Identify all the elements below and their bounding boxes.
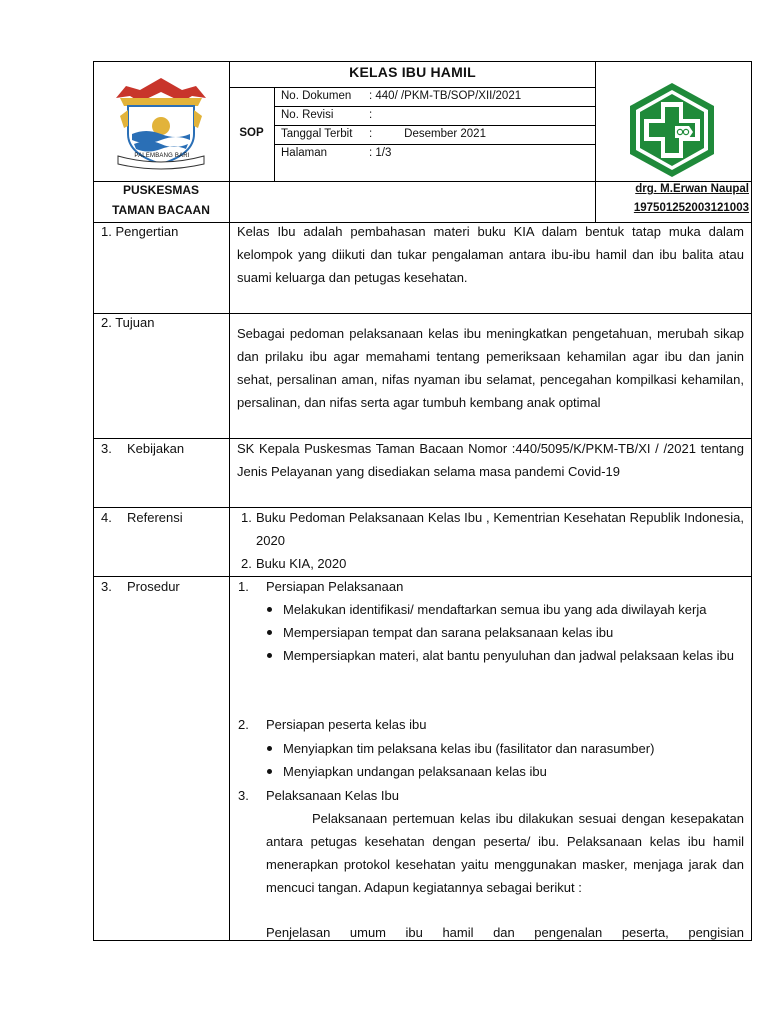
puskesmas-cross-icon: [625, 80, 719, 180]
prosedur-step-2-title: Persiapan peserta kelas ibu: [266, 717, 427, 732]
header-divider-logo: [229, 61, 230, 222]
field-rule-2: [274, 125, 596, 126]
section-text-pengertian: Kelas Ibu adalah pembahasan materi buku KIA dalam bentuk tatap muka dalam kelompok yang diikuti dan tukar pengalaman antara ibu-ibu hamil dan ibu balita atau suami keluarga dan petugas kesehatan.: [237, 224, 744, 285]
section-label-referensi: Referensi: [127, 510, 183, 525]
prosedur-step-2-list: [283, 737, 744, 783]
signatory-id: 197501252003121003: [633, 202, 749, 214]
section-num-prosedur: 3.: [101, 579, 112, 594]
list-item: Mempersiapkan materi, alat bantu penyuluhan dan jadwal pelaksaan kelas ibu: [283, 644, 744, 667]
prosedur-step-3-paragraph: Pelaksanaan pertemuan kelas ibu dilakukan sesuai dengan kesepakatan antara petugas kesehatan dengan peserta/ ibu. Pelaksanaan kelas ibu hamil menerapkan protokol kesehatan yaitu menggunakan masker, menjaga jarak dan mencuci tangan. Adapun kegiatannya sebagai berikut :: [266, 811, 744, 895]
list-item: Mempersiapan tempat dan sarana pelaksanaan kelas ibu: [283, 621, 744, 644]
bullet-icon: [267, 746, 272, 751]
org-name-line2: TAMAN BACAAN: [112, 203, 210, 217]
bullet-icon: [267, 607, 272, 612]
header-meta-rule: [93, 181, 752, 182]
field-label-halaman: Halaman: [281, 147, 328, 159]
header-divider-sop: [274, 87, 275, 181]
header-title-rule: [229, 87, 596, 88]
org-name-line1: PUSKESMAS: [122, 183, 199, 197]
field-value-tanggal-terbit: : Desember 2021: [369, 128, 486, 140]
prosedur-step-3-last-line: Penjelasan umum ibu hamil dan pengenalan peserta, pengisian: [266, 925, 744, 940]
prosedur-step-1-list: [283, 598, 744, 667]
prosedur-step-1-num: 1.: [238, 579, 249, 594]
list-item: Menyiapkan undangan pelaksanaan kelas ibu: [283, 760, 744, 783]
bullet-icon: [267, 653, 272, 658]
header-divider-right: [595, 61, 596, 222]
list-item: Melakukan identifikasi/ mendaftarkan semua ibu yang ada diwilayah kerja: [283, 598, 744, 621]
prosedur-step-3-title: Pelaksanaan Kelas Ibu: [266, 788, 399, 803]
section-num-kebijakan: 3.: [101, 441, 112, 456]
referensi-item-2: Buku KIA, 2020: [256, 556, 347, 571]
referensi-item-1: Buku Pedoman Pelaksanaan Kelas Ibu , Kementrian Kesehatan Republik Indonesia, 2020: [256, 510, 744, 548]
sop-label: SOP: [239, 127, 264, 139]
prosedur-step-2-num: 2.: [238, 717, 249, 732]
bullet-icon: [267, 769, 272, 774]
referensi-item-2-num: 2.: [241, 556, 252, 571]
body-column-divider: [229, 222, 230, 941]
row-rule-pengertian: [93, 313, 752, 314]
bullet-icon: [267, 630, 272, 635]
section-num-referensi: 4.: [101, 510, 112, 525]
section-label-pengertian: 1. Pengertian: [101, 224, 179, 239]
section-label-tujuan: 2. Tujuan: [101, 315, 155, 330]
field-rule-1: [274, 106, 596, 107]
section-text-tujuan: Sebagai pedoman pelaksanaan kelas ibu meningkatkan pengetahuan, merubah sikap dan prilaku ibu agar memahami tentang pemeriksaan kehamilan agar ibu dan janin sehat, persalinan aman, nifas nyaman ibu selamat, pencegahan kompilkasi kehamilan, persalinan, dan nifas serta agar tumbuh kembang anak optimal: [237, 326, 744, 410]
referensi-item-1-num: 1.: [241, 510, 252, 525]
table-border-top: [93, 61, 752, 62]
field-value-no-revisi: :: [369, 109, 373, 121]
field-label-no-revisi: No. Revisi: [281, 109, 334, 121]
row-rule-referensi: [93, 576, 752, 577]
prosedur-step-3-num: 3.: [238, 788, 249, 803]
signatory-name: drg. M.Erwan Naupal: [635, 183, 749, 195]
section-text-kebijakan: SK Kepala Puskesmas Taman Bacaan Nomor :440/5095/K/PKM-TB/XI / /2021 tentang Jenis Pelayanan yang disediakan selama masa pandemi Covid-19: [237, 441, 744, 479]
field-label-no-dokumen: No. Dokumen: [281, 90, 352, 102]
field-rule-3: [274, 144, 596, 145]
prosedur-step-1-title: Persiapan Pelaksanaan: [266, 579, 404, 594]
field-value-halaman: : 1/3: [369, 147, 392, 159]
field-value-no-dokumen: : 440/ /PKM-TB/SOP/XII/2021: [369, 90, 522, 102]
list-item: Menyiapkan tim pelaksana kelas ibu (fasilitator dan narasumber): [283, 737, 744, 760]
emblem-caption: PALEMBANG BARI: [134, 153, 190, 159]
field-label-tanggal-terbit: Tanggal Terbit: [281, 128, 353, 140]
document-title: KELAS IBU HAMIL: [349, 64, 476, 80]
section-label-kebijakan: Kebijakan: [127, 441, 185, 456]
table-border-right: [751, 61, 752, 941]
section-label-prosedur: Prosedur: [127, 579, 180, 594]
